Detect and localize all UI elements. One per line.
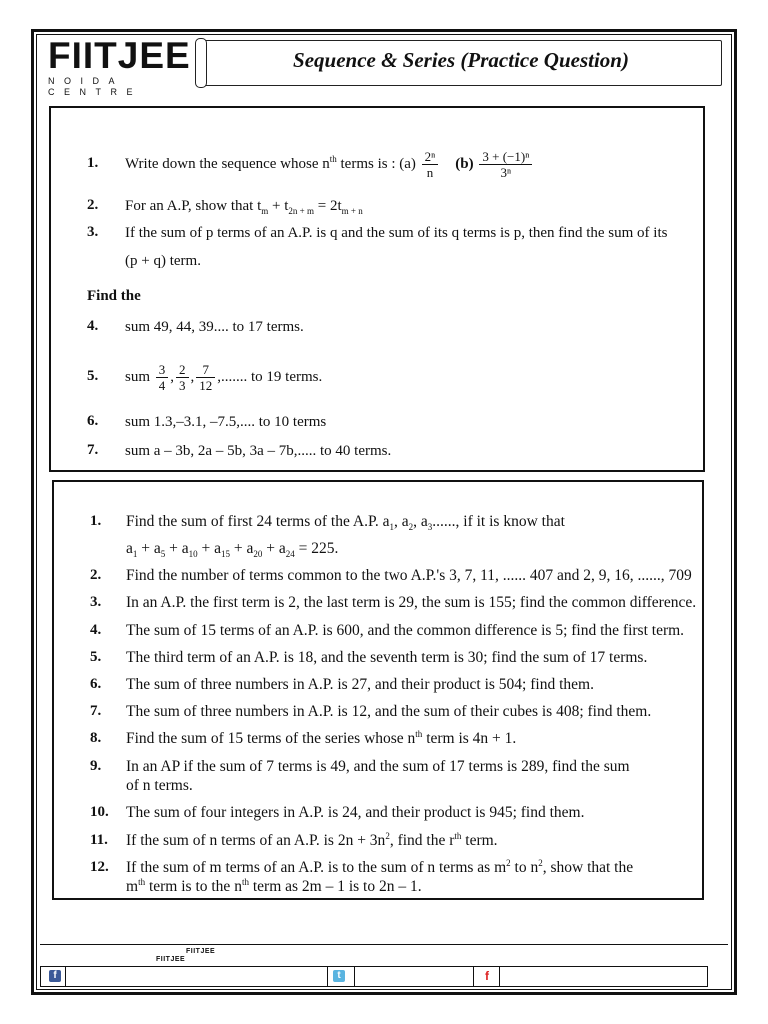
- question-8-text: [126, 730, 516, 748]
- footer-cell-divider: [65, 967, 66, 986]
- q-sub: m: [261, 206, 269, 216]
- fraction-b: [479, 149, 532, 180]
- q-sub: m + n: [341, 206, 363, 216]
- q-text: , show that the: [542, 859, 634, 876]
- q-text: Write down the sequence whose n: [125, 156, 330, 172]
- q-sup: th: [415, 729, 423, 739]
- q-text: to n: [510, 859, 539, 876]
- question-number: 2.: [87, 197, 99, 213]
- q-text: term is 4n + 1.: [422, 730, 517, 747]
- title-banner: [200, 40, 722, 86]
- q-text: + a: [262, 540, 286, 557]
- question-box-1: [49, 106, 705, 472]
- question-5-text: sum $\frac{3}{4}$ , $\frac{2}{3}$ , $\frac{7}{12}$ ,....... to 19 terms.: [125, 362, 323, 394]
- q-sub: 1: [132, 549, 138, 559]
- footer-cell-divider: [473, 967, 474, 986]
- fraction: [196, 362, 215, 393]
- question-6-text: The sum of three numbers in A.P. is 27, and their product is 504; find them.: [126, 676, 594, 693]
- question-number: 7.: [87, 442, 99, 458]
- fraction: [156, 362, 169, 393]
- question-7-text: sum a – 3b, 2a – 5b, 3a – 7b,..... to 40 terms.: [125, 443, 392, 459]
- q-text: + a: [230, 540, 254, 557]
- footer-divider: [40, 944, 728, 945]
- question-3-line-1: If the sum of p terms of an A.P. is q and the sum of its q terms is p, then find the sum of its: [125, 225, 668, 241]
- numerator: 2: [176, 362, 189, 378]
- q-text: terms is : (a): [336, 156, 416, 172]
- question-1-line-1: [126, 513, 565, 531]
- fraction-a: [422, 149, 439, 180]
- q-text: = 2t: [314, 198, 342, 214]
- facebook-icon[interactable]: f: [49, 970, 61, 982]
- question-number: 4.: [90, 622, 102, 638]
- question-number: 9.: [90, 758, 102, 774]
- numerator: 3 + (−1)ⁿ: [479, 149, 532, 165]
- denominator: 12: [199, 378, 213, 394]
- question-7-text: The sum of three numbers in A.P. is 12, and the sum of their cubes is 408; find them.: [126, 703, 652, 720]
- q-text: term is to the n: [145, 878, 242, 895]
- page-title: Sequence & Series (Practice Question): [293, 48, 629, 72]
- question-10-text: The sum of four integers in A.P. is 24, and their product is 945; find them.: [126, 804, 585, 821]
- question-number: 5.: [87, 368, 99, 384]
- q-text: sum: [125, 369, 151, 385]
- q-sub: 5: [160, 549, 166, 559]
- q-sub: 3: [427, 522, 433, 532]
- question-1-line-2: [126, 540, 338, 558]
- logo-sub-text: NOIDA CENTRE: [48, 76, 143, 97]
- question-5-text: The third term of an A.P. is 18, and the seventh term is 30; find the sum of 17 terms.: [126, 649, 648, 666]
- footer-cell-divider: [354, 967, 355, 986]
- question-4-text: The sum of 15 terms of an A.P. is 600, and the common difference is 5; find the first term.: [126, 622, 685, 639]
- question-number: 3.: [87, 224, 99, 240]
- question-12-line-2: [126, 878, 422, 896]
- question-box-2: [52, 480, 704, 900]
- denominator: 3: [179, 378, 186, 394]
- section-heading: Find the: [87, 288, 141, 304]
- q-text: For an A.P, show that t: [125, 198, 262, 214]
- footer-brand-2: FIITJEE: [156, 956, 186, 963]
- question-number: 1.: [90, 513, 102, 529]
- q-text: term as 2m – 1 is to 2n – 1.: [248, 878, 422, 895]
- fraction: [176, 362, 189, 393]
- question-number: 5.: [90, 649, 102, 665]
- q-text: If the sum of n terms of an A.P. is 2n + 3n: [126, 832, 386, 849]
- question-number: 4.: [87, 318, 99, 334]
- q-text: a: [126, 540, 133, 557]
- q-sub: 2n + m: [288, 206, 314, 216]
- denominator: 4: [158, 378, 166, 394]
- q-text: ,....... to 19 terms.: [217, 369, 323, 385]
- question-2-text: Find the number of terms common to the two A.P.'s 3, 7, 11, ...... 407 and 2, 9, 16, ......, 709: [126, 567, 692, 584]
- question-number: 11.: [90, 832, 108, 848]
- numerator: 2ⁿ: [422, 149, 439, 165]
- q-sup: th: [329, 154, 337, 164]
- numerator: 7: [196, 362, 215, 378]
- q-text: , a: [413, 513, 428, 530]
- twitter-icon[interactable]: t: [333, 970, 345, 982]
- q-text: , a: [394, 513, 409, 530]
- q-text: If the sum of m terms of an A.P. is to the sum of n terms as m: [126, 859, 507, 876]
- question-number: 12.: [90, 859, 109, 875]
- fiitjee-logo: [48, 35, 198, 97]
- q-sub: 10: [188, 549, 198, 559]
- q-text: + a: [197, 540, 222, 557]
- google-plus-icon[interactable]: f: [485, 969, 489, 983]
- q-text: m: [126, 878, 139, 895]
- q-sup: th: [454, 831, 462, 841]
- q-text: + t: [268, 198, 289, 214]
- logo-main-text: FIITJEE: [48, 35, 191, 76]
- q-sup: th: [138, 877, 146, 887]
- footer-cell-divider: [499, 967, 500, 986]
- q-text: Find the sum of first 24 terms of the A.P. a: [126, 513, 390, 530]
- q-text: + a: [165, 540, 189, 557]
- question-number: 7.: [90, 703, 102, 719]
- q-text: term.: [461, 832, 498, 849]
- question-number: 8.: [90, 730, 102, 746]
- q-sup: 2: [538, 858, 543, 868]
- q-text: Find the sum of 15 terms of the series whose n: [126, 730, 416, 747]
- question-number: 6.: [90, 676, 102, 692]
- question-number: 10.: [90, 804, 109, 820]
- question-4-text: sum 49, 44, 39.... to 17 terms.: [125, 319, 304, 335]
- question-3-line-2: (p + q) term.: [125, 253, 201, 269]
- q-text: , find the r: [389, 832, 455, 849]
- denominator: n: [426, 165, 434, 181]
- q-sub: 20: [253, 549, 263, 559]
- question-12-line-1: [126, 859, 633, 877]
- q-sup: 2: [506, 858, 511, 868]
- question-number: 2.: [90, 567, 102, 583]
- question-number: 1.: [87, 155, 99, 171]
- q-sup: th: [241, 877, 249, 887]
- question-2-text: [125, 197, 363, 215]
- question-number: 6.: [87, 413, 99, 429]
- question-1-text: [125, 146, 534, 182]
- q-text: + a: [137, 540, 161, 557]
- footer-brand-1: FIITJEE: [186, 948, 216, 955]
- q-text: = 225.: [294, 540, 339, 557]
- question-9-line-1: In an AP if the sum of 7 terms is 49, and the sum of 17 terms is 289, find the sum: [126, 758, 630, 775]
- q-sub: 1: [389, 522, 394, 532]
- q-sup: 2: [385, 831, 390, 841]
- question-number: 3.: [90, 594, 102, 610]
- q-sub: 15: [221, 549, 231, 559]
- footer-social-bar: [40, 966, 708, 987]
- question-9-line-2: of n terms.: [126, 777, 193, 794]
- question-11-text: [126, 832, 498, 850]
- footer-cell-divider: [327, 967, 328, 986]
- numerator: 3: [156, 362, 169, 378]
- page-header: [40, 35, 728, 97]
- q-sub: 24: [285, 549, 295, 559]
- question-3-text: In an A.P. the first term is 2, the last term is 29, the sum is 155; find the common difference.: [126, 594, 697, 611]
- question-6-text: sum 1.3,–3.1, –7.5,.... to 10 terms: [125, 414, 327, 430]
- q-text: ......, if it is know that: [432, 513, 565, 530]
- option-b-label: (b): [455, 156, 474, 172]
- q-sub: 2: [408, 522, 414, 532]
- denominator: 3ⁿ: [500, 165, 512, 181]
